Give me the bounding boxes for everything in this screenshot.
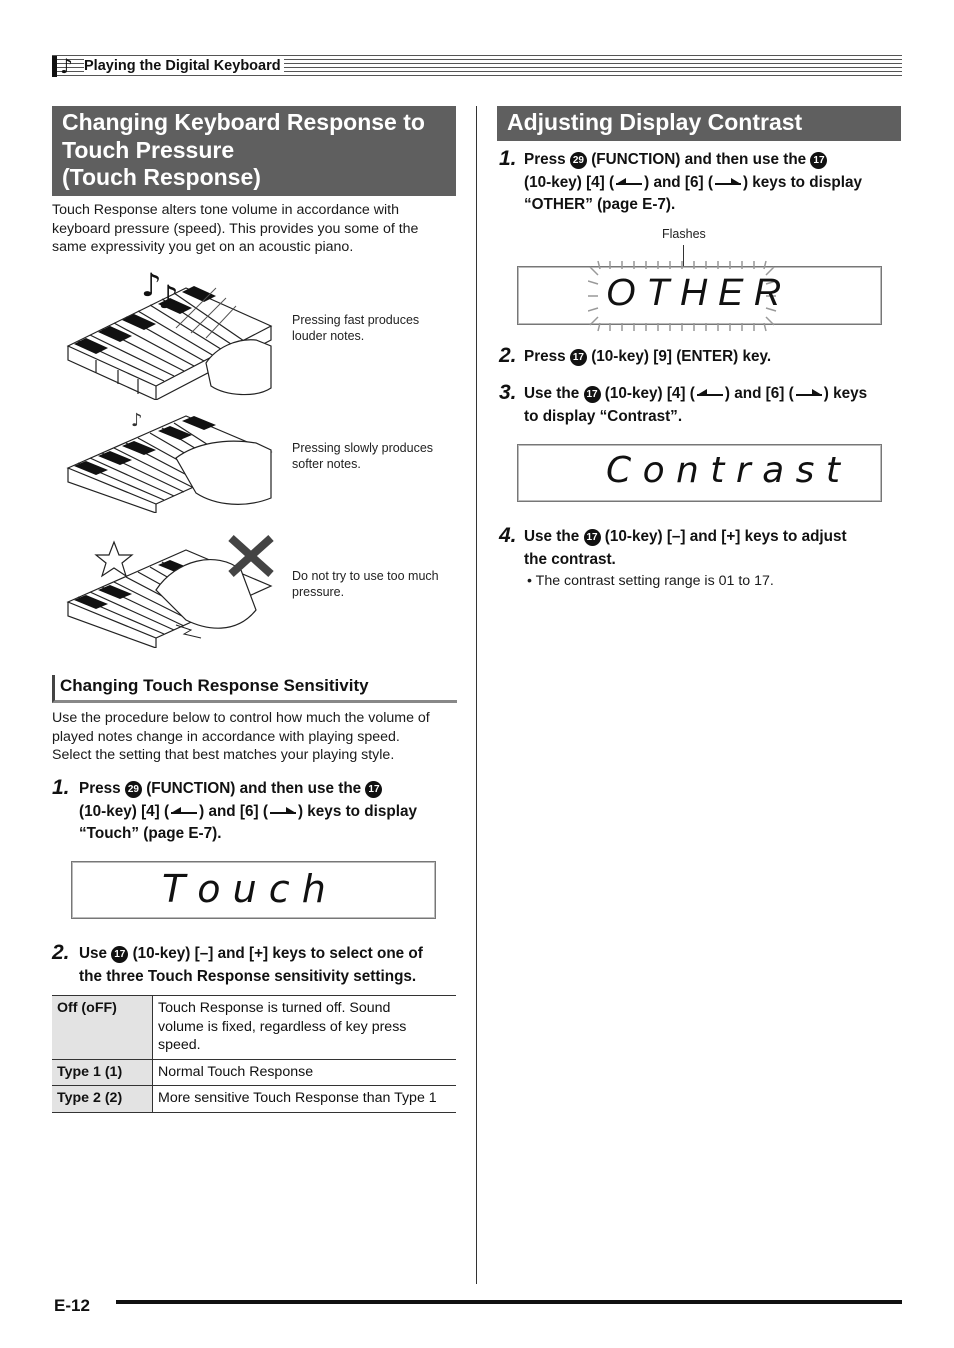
table-key: Type 2 (2) <box>52 1086 153 1113</box>
right-step2-number: 2. <box>499 344 517 367</box>
caption-too-much-pressure: Do not try to use too much pressure. <box>292 569 439 599</box>
button-17-icon: 17 <box>570 349 587 366</box>
svg-text:♪: ♪ <box>158 278 179 316</box>
table-key: Type 1 (1) <box>52 1059 153 1086</box>
section-title-display-contrast: Adjusting Display Contrast <box>497 106 901 141</box>
intro-text: Touch Response alters tone volume in accordance with keyboard pressure (speed). This provides you some of the same expressivity you get on an acoustic piano. <box>52 202 419 255</box>
table-row <box>52 1059 456 1086</box>
caption-fast-press: Pressing fast produces louder notes. <box>292 313 420 343</box>
page-number: E-12 <box>54 1296 90 1315</box>
section-title-touch-response: Changing Keyboard Response to Touch Pressure (Touch Response) <box>52 106 456 196</box>
svg-text:♪: ♪ <box>131 410 143 431</box>
table-row <box>52 1086 456 1113</box>
caption-slow-press: Pressing slowly produces softer notes. <box>292 441 434 471</box>
column-divider <box>476 106 477 1284</box>
right-step4-text: Use the 17 (10-key) [–] and [+] keys to adjust the contrast. <box>524 528 847 568</box>
table-value: Touch Response is turned off. Sound volume is fixed, regardless of key press speed. <box>153 996 457 1060</box>
music-note-icon: ♪ <box>60 54 73 78</box>
button-17-icon: 17 <box>584 529 601 546</box>
display-other <box>517 266 882 325</box>
table-value: More sensitive Touch Response than Type 1 <box>153 1086 457 1113</box>
display-touch-text: T o u c h <box>162 867 326 911</box>
prohibited-x-icon <box>231 538 271 574</box>
left-step1-text: Press 29 (FUNCTION) and then use the 17 (10-key) [4] ( ) and [6] ( ) keys to display “Touch” (page E-7). <box>79 780 417 842</box>
arrow-right-icon <box>268 805 298 817</box>
subsection-title: Changing Touch Response Sensitivity <box>52 675 457 703</box>
right-step1-number: 1. <box>499 147 517 170</box>
display-contrast-text: C o n t r a s t <box>606 450 840 491</box>
button-17-icon: 17 <box>584 386 601 403</box>
right-step3-text: Use the 17 (10-key) [4] ( ) and [6] ( ) keys to display “Contrast”. <box>524 385 868 425</box>
slow-press-illustration <box>66 408 276 513</box>
right-step1-text: Press 29 (FUNCTION) and then use the 17 (10-key) [4] ( ) and [6] ( ) keys to display “OTHER” (page E-7). <box>524 151 862 213</box>
display-touch <box>71 861 436 919</box>
svg-text:♪: ♪ <box>141 268 162 304</box>
display-contrast <box>517 444 882 502</box>
left-step2-number: 2. <box>52 941 70 964</box>
table-value: Normal Touch Response <box>153 1059 457 1086</box>
fast-press-illustration <box>66 268 276 400</box>
left-step2-text: Use 17 (10-key) [–] and [+] keys to select one of the three Touch Response sensitivity settings. <box>79 945 423 985</box>
right-step4-number: 4. <box>499 524 517 547</box>
arrow-left-icon <box>614 176 644 188</box>
button-17-icon: 17 <box>111 946 128 963</box>
arrow-right-icon <box>713 176 743 188</box>
button-17-icon: 17 <box>810 152 827 169</box>
header-title: Playing the Digital Keyboard <box>84 58 284 75</box>
button-17-icon: 17 <box>365 781 382 798</box>
left-step1-number: 1. <box>52 776 70 799</box>
contrast-range-note: • The contrast setting range is 01 to 17. <box>527 573 774 589</box>
touch-settings-table <box>52 995 456 1113</box>
button-29-icon: 29 <box>570 152 587 169</box>
right-step2-text: Press 17 (10-key) [9] (ENTER) key. <box>524 348 772 365</box>
header-bar <box>52 56 57 77</box>
table-row <box>52 996 456 1060</box>
arrow-right-icon <box>794 387 824 399</box>
button-29-icon: 29 <box>125 781 142 798</box>
table-key: Off (oFF) <box>52 996 153 1060</box>
footer-rule <box>116 1300 902 1304</box>
arrow-left-icon <box>169 805 199 817</box>
flashes-label: Flashes <box>662 227 706 241</box>
arrow-left-icon <box>695 387 725 399</box>
right-step3-number: 3. <box>499 381 517 404</box>
sub-intro-text: Use the procedure below to control how much the volume of played notes change in accordance with playing speed. Select the setting that best matches your playing style. <box>52 710 430 763</box>
display-other-text: O T H E R <box>606 272 782 314</box>
too-much-pressure-illustration <box>66 530 276 648</box>
